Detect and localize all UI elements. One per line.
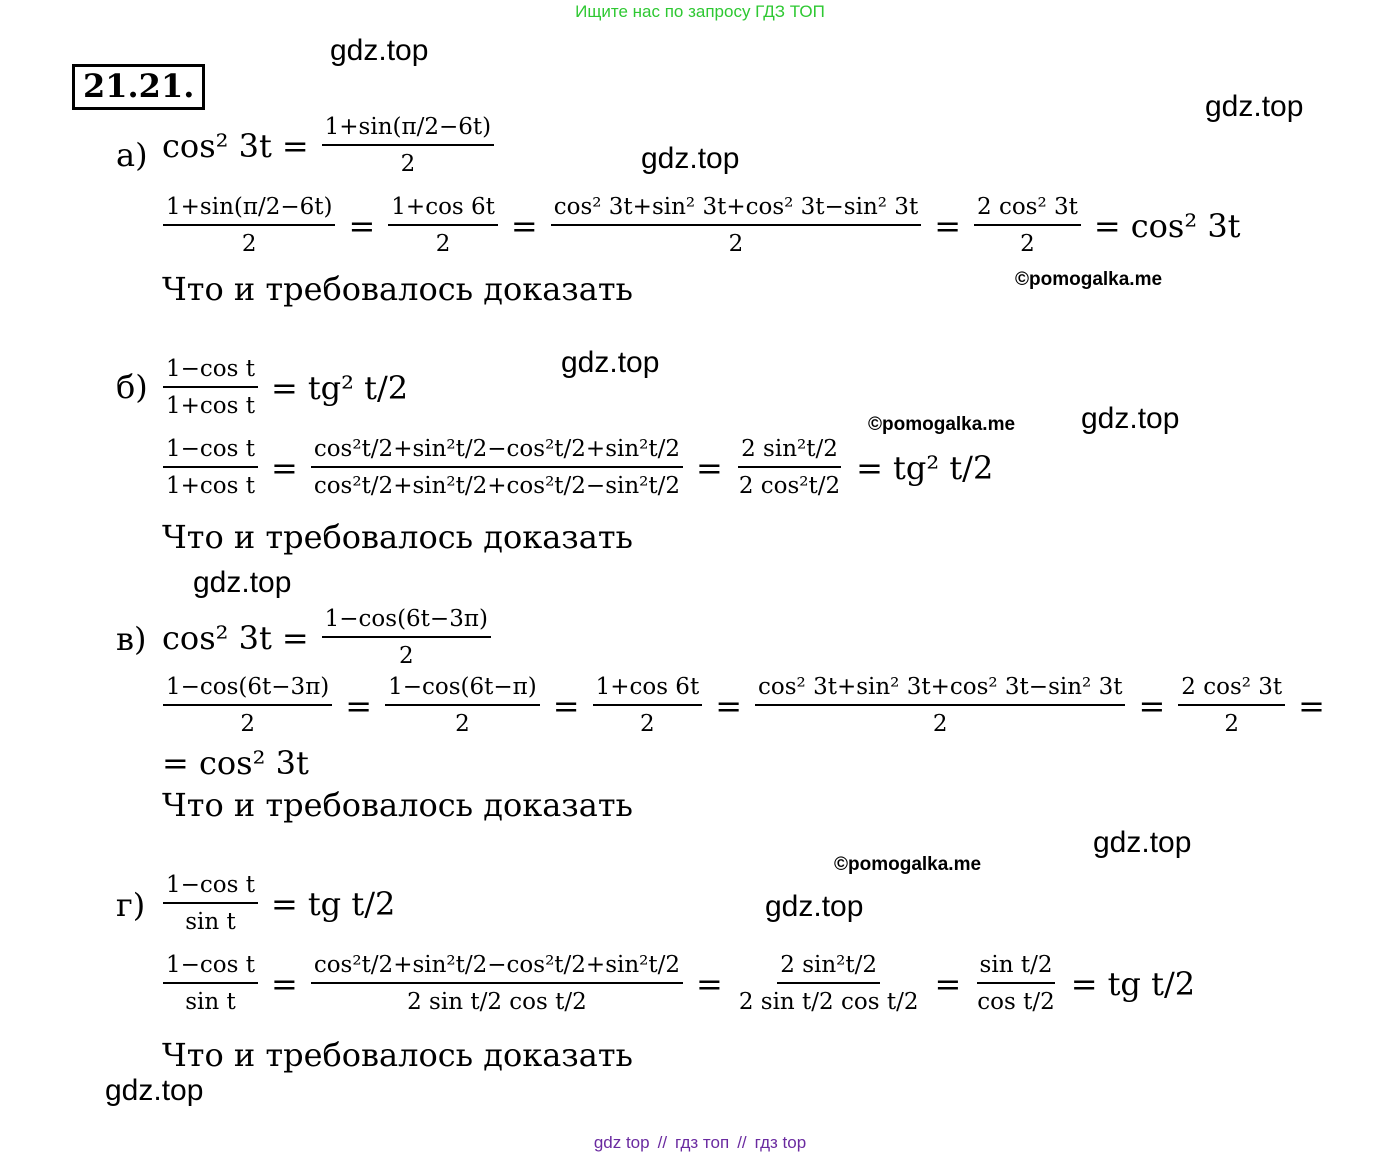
copyright-mark: ©pomogalka.me	[1015, 269, 1163, 290]
numerator: 2 cos² 3t	[1178, 672, 1285, 706]
equals-sign: =	[345, 686, 373, 725]
fraction	[163, 870, 258, 937]
fraction	[736, 434, 843, 501]
part-v-continuation: = cos² 3t	[162, 744, 309, 782]
equals-sign: =	[856, 448, 883, 487]
equals-sign: =	[696, 964, 723, 1003]
equals-sign: =	[281, 618, 309, 657]
fraction	[322, 112, 494, 179]
denominator: sin t	[185, 989, 236, 1015]
denominator: 2	[435, 231, 451, 257]
numerator: 2 cos² 3t	[974, 192, 1081, 226]
numerator: 1−cos t	[163, 434, 258, 468]
equals-sign: =	[1093, 206, 1121, 245]
part-v-claim	[162, 604, 494, 671]
fraction	[311, 434, 683, 501]
part-b-chain	[160, 434, 993, 501]
denominator: sin t	[185, 909, 236, 935]
fraction	[385, 672, 540, 739]
part-a-label: а)	[116, 136, 148, 174]
watermark: gdz.top	[1093, 826, 1192, 859]
denominator: 2	[240, 711, 255, 737]
numerator: 1+cos 6t	[388, 192, 498, 226]
part-v-label: в)	[116, 620, 147, 658]
numerator: 2 sin²t/2	[777, 950, 880, 984]
equals-sign: =	[1298, 686, 1325, 725]
fraction	[163, 672, 332, 739]
claim-lhs: cos² 3t	[162, 618, 272, 657]
part-b-claim	[160, 354, 408, 421]
fraction	[163, 434, 258, 501]
numerator: cos² 3t+sin² 3t+cos² 3t−sin² 3t	[551, 192, 921, 226]
claim-lhs: cos² 3t	[162, 126, 272, 165]
denominator: 2 cos²t/2	[738, 473, 841, 499]
numerator: 2 sin²t/2	[738, 434, 841, 468]
task-number: 21.21.	[72, 64, 205, 110]
numerator: cos² 3t+sin² 3t+cos² 3t−sin² 3t	[755, 672, 1125, 706]
equals-sign: =	[271, 964, 298, 1003]
denominator: 2	[398, 643, 414, 669]
footer-link[interactable]: гдз top	[754, 1133, 807, 1152]
copyright-mark: ©pomogalka.me	[834, 854, 982, 875]
watermark: gdz.top	[330, 34, 429, 67]
footer	[0, 1133, 1400, 1153]
denominator: 2 sin t/2 cos t/2	[407, 989, 587, 1015]
fraction	[974, 950, 1057, 1017]
part-a-claim	[162, 112, 497, 179]
fraction	[311, 950, 683, 1017]
denominator: 2 sin t/2 cos t/2	[738, 989, 919, 1015]
proof-text: Что и требовалось доказать	[162, 1036, 633, 1074]
fraction	[163, 354, 258, 421]
numerator: 1+sin(π/2−6t)	[163, 192, 335, 226]
proof-text: Что и требовалось доказать	[162, 518, 633, 556]
claim-rhs: tg t/2	[307, 884, 396, 923]
equals-sign: =	[696, 448, 723, 487]
fraction	[593, 672, 703, 739]
part-v-chain	[160, 672, 1335, 739]
result: tg² t/2	[892, 448, 994, 487]
fraction	[163, 950, 258, 1017]
equals-sign: =	[934, 964, 962, 1003]
part-a-chain	[160, 192, 1241, 259]
numerator: cos²t/2+sin²t/2−cos²t/2+sin²t/2	[311, 950, 683, 984]
denominator: 2	[241, 231, 257, 257]
fraction	[163, 192, 335, 259]
watermark: gdz.top	[1081, 402, 1180, 435]
numerator: 1−cos(6t−3π)	[322, 604, 491, 638]
denominator: 1+cos t	[166, 393, 255, 419]
footer-separator: //	[657, 1133, 668, 1152]
fraction	[551, 192, 921, 259]
part-g-label: г)	[116, 886, 146, 924]
numerator: 1−cos t	[163, 354, 258, 388]
denominator: 2	[728, 231, 744, 257]
equals-sign: =	[510, 206, 538, 245]
numerator: 1−cos t	[163, 870, 258, 904]
footer-separator: //	[737, 1133, 747, 1152]
equals-sign: =	[552, 686, 580, 725]
denominator: 2	[640, 711, 655, 737]
equals-sign: =	[1138, 686, 1166, 725]
proof-text: Что и требовалось доказать	[162, 270, 633, 308]
equals-sign: =	[1070, 964, 1098, 1003]
numerator: 1−cos t	[163, 950, 258, 984]
watermark: gdz.top	[561, 346, 660, 379]
result: cos² 3t	[1130, 206, 1241, 245]
equals-sign: =	[715, 686, 742, 725]
denominator: cos t/2	[977, 989, 1055, 1015]
watermark: gdz.top	[193, 566, 292, 599]
footer-link[interactable]: gdz top	[593, 1133, 650, 1152]
denominator: 2	[400, 151, 416, 177]
copyright-mark: ©pomogalka.me	[868, 414, 1016, 435]
equals-sign: =	[271, 884, 298, 923]
claim-rhs: tg² t/2	[307, 368, 409, 407]
fraction	[322, 604, 491, 671]
equals-sign: =	[281, 126, 309, 165]
equals-sign: =	[934, 206, 961, 245]
numerator: 1−cos(6t−π)	[385, 672, 540, 706]
watermark: gdz.top	[105, 1074, 204, 1107]
fraction	[736, 950, 922, 1017]
denominator: 2	[455, 711, 470, 737]
denominator: 2	[1224, 711, 1240, 737]
numerator: 1+sin(π/2−6t)	[322, 112, 494, 146]
result: tg t/2	[1107, 964, 1196, 1003]
equals-sign: =	[348, 206, 376, 245]
part-b-label: б)	[116, 368, 148, 406]
fraction	[755, 672, 1125, 739]
equals-sign: =	[271, 368, 298, 407]
watermark: gdz.top	[1205, 90, 1304, 123]
top-banner: Ищите нас по запросу ГДЗ ТОП	[575, 2, 825, 21]
equals-sign: =	[271, 448, 298, 487]
fraction	[974, 192, 1081, 259]
denominator: 2	[1020, 231, 1035, 257]
watermark: gdz.top	[641, 142, 740, 175]
numerator: 1+cos 6t	[593, 672, 703, 706]
numerator: cos²t/2+sin²t/2−cos²t/2+sin²t/2	[311, 434, 683, 468]
denominator: 2	[932, 711, 948, 737]
numerator: 1−cos(6t−3π)	[163, 672, 332, 706]
footer-link[interactable]: гдз топ	[675, 1133, 730, 1152]
numerator: sin t/2	[977, 950, 1056, 984]
fraction	[1178, 672, 1285, 739]
part-g-chain	[160, 950, 1195, 1017]
proof-text: Что и требовалось доказать	[162, 786, 633, 824]
denominator: cos²t/2+sin²t/2+cos²t/2−sin²t/2	[313, 473, 681, 499]
part-g-claim	[160, 870, 395, 937]
watermark: gdz.top	[765, 890, 864, 923]
denominator: 1+cos t	[166, 473, 255, 499]
fraction	[388, 192, 498, 259]
